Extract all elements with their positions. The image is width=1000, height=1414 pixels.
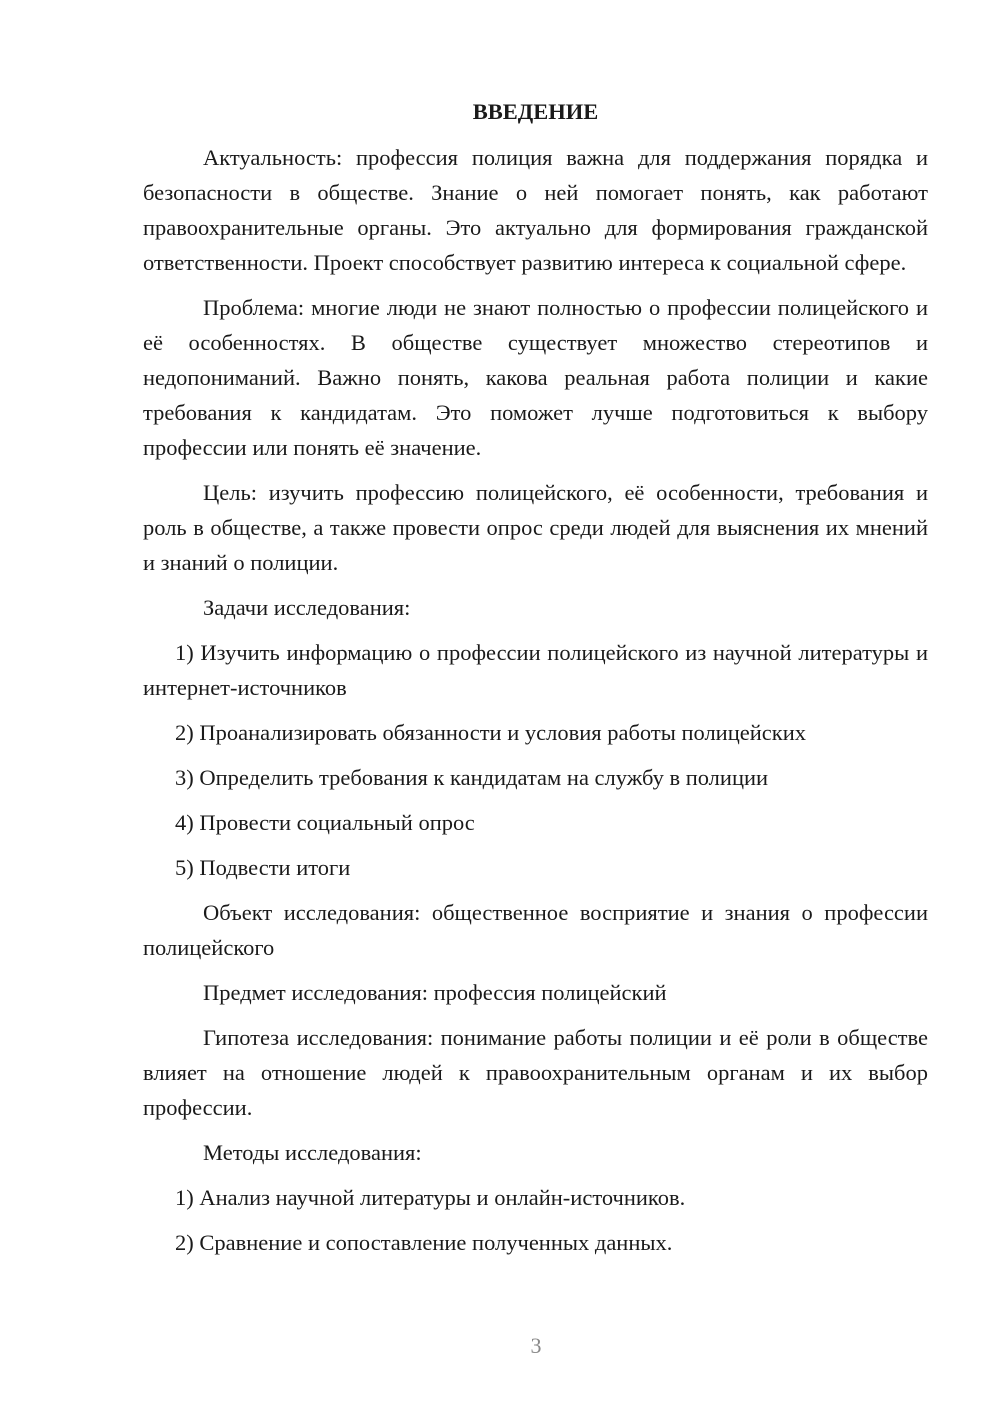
- relevance-paragraph: Актуальность: профессия полиция важна для поддержания порядка и безопасности в обществе. Знание о ней помогает понять, как работают правоохранительные органы. Это актуально для формирования гражданской ответственности. Проект способствует развитию интереса к социальной сфере.: [143, 145, 928, 275]
- subject-paragraph: Предмет исследования: профессия полицейский: [203, 980, 667, 1005]
- task-item: 5) Подвести итоги: [175, 855, 351, 880]
- task-item: 3) Определить требования к кандидатам на службу в полиции: [175, 765, 769, 790]
- tasks-title: Задачи исследования:: [203, 595, 411, 620]
- problem-paragraph: Проблема: многие люди не знают полностью о профессии полицейского и её особенностях. В обществе существует множество стереотипов и недопониманий. Важно понять, какова реальная работа полиции и какие требования к кандидатам. Это поможет лучше подготовиться к выбору профессии или понять её значение.: [143, 295, 928, 460]
- task-item: 2) Проанализировать обязанности и условия работы полицейских: [175, 720, 806, 745]
- document-heading: ВВЕДЕНИЕ: [472, 99, 599, 124]
- methods-title: Методы исследования:: [203, 1140, 422, 1165]
- hypothesis-paragraph: Гипотеза исследования: понимание работы полиции и её роли в обществе влияет на отношение людей к правоохранительным органам и их выбор профессии.: [143, 1025, 928, 1120]
- task-item: 4) Провести социальный опрос: [175, 810, 475, 835]
- task-item: 1) Изучить информацию о профессии полицейского из научной литературы и интернет-источников: [143, 640, 928, 700]
- method-item: 2) Сравнение и сопоставление полученных данных.: [175, 1230, 673, 1255]
- goal-paragraph: Цель: изучить профессию полицейского, её особенности, требования и роль в обществе, а также провести опрос среди людей для выяснения их мнений и знаний о полиции.: [143, 480, 928, 575]
- method-item: 1) Анализ научной литературы и онлайн-источников.: [175, 1185, 686, 1210]
- page-number: 3: [530, 1333, 542, 1358]
- object-paragraph: Объект исследования: общественное восприятие и знания о профессии полицейского: [143, 900, 928, 960]
- document-page: [143, 94, 928, 1270]
